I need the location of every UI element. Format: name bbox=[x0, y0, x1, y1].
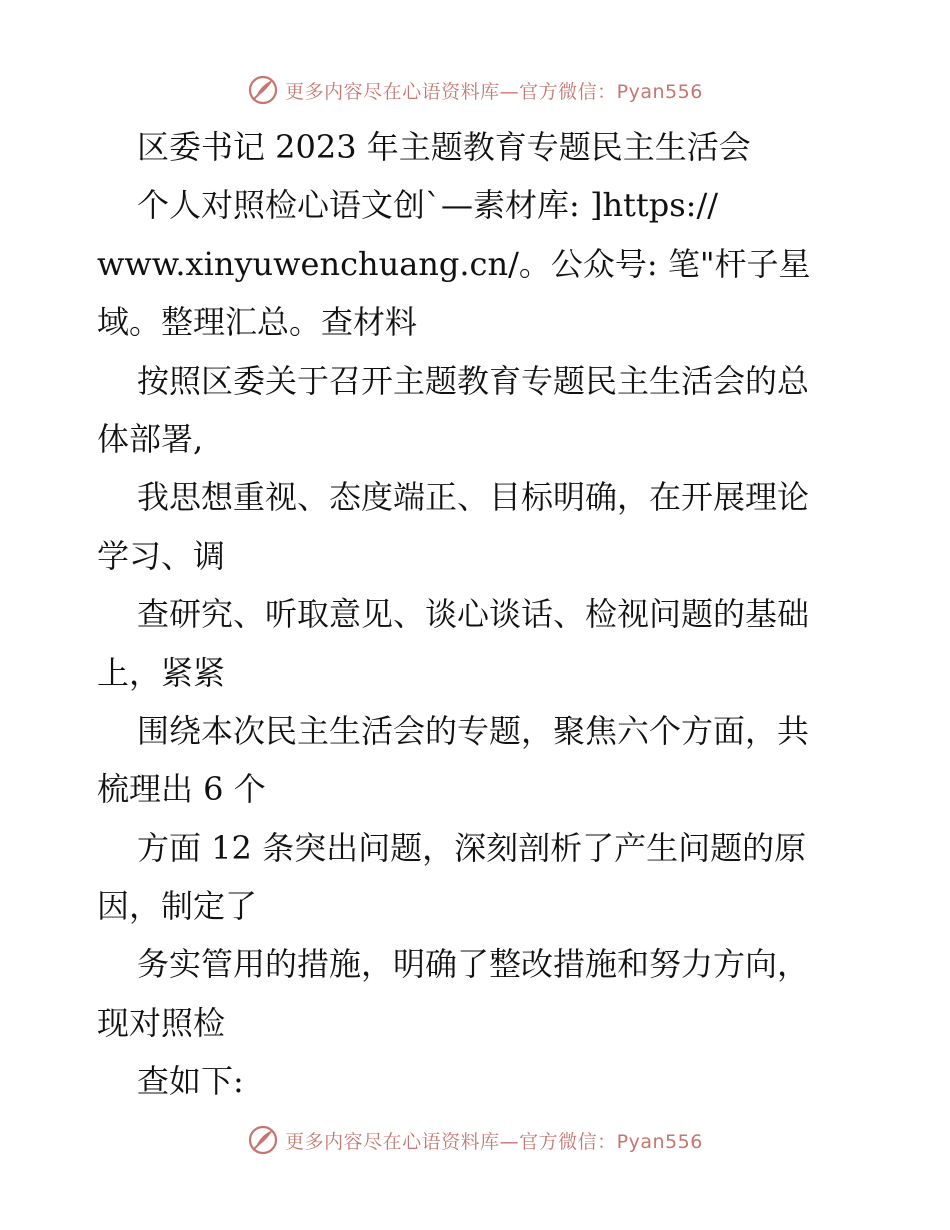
footer-watermark-text: 更多内容尽在心语资料库—官方微信：Pyan556 bbox=[285, 1130, 703, 1153]
document-line: 查研究、听取意见、谈心谈话、检视问题的基础 bbox=[137, 595, 810, 634]
footer-watermark-banner bbox=[0, 1120, 950, 1160]
document-line: 按照区委关于召开主题教育专题民主生活会的总 bbox=[137, 361, 810, 400]
document-line: 梳理出 6 个 bbox=[97, 770, 266, 809]
feather-pen-logo-icon bbox=[247, 1124, 279, 1156]
document-body bbox=[97, 118, 857, 1111]
document-line: 现对照检 bbox=[97, 1003, 226, 1042]
document-line: www.xinyuwenchuang.cn/。公众号: 笔"杆子星 bbox=[97, 244, 811, 283]
document-line: 方面 12 条突出问题，深刻剖析了产生问题的原 bbox=[137, 828, 807, 867]
document-line: 务实管用的措施，明确了整改措施和努力方向， bbox=[137, 945, 810, 984]
header-watermark-banner bbox=[0, 70, 950, 110]
document-line: 区委书记 2023 年主题教育专题民主生活会 bbox=[137, 128, 751, 166]
header-watermark-text: 更多内容尽在心语资料库—官方微信：Pyan556 bbox=[285, 80, 703, 103]
document-line: 个人对照检心语文创`—素材库: ]https:// bbox=[137, 186, 719, 225]
document-line: 围绕本次民主生活会的专题，聚焦六个方面，共 bbox=[137, 711, 810, 750]
document-line: 学习、调 bbox=[97, 536, 226, 575]
document-line: 上，紧紧 bbox=[97, 653, 226, 692]
document-line: 我思想重视、态度端正、目标明确，在开展理论 bbox=[137, 478, 810, 517]
document-line: 体部署, bbox=[97, 419, 204, 458]
document-line: 查如下: bbox=[137, 1062, 244, 1101]
document-line: 域。整理汇总。查材料 bbox=[97, 303, 418, 342]
feather-pen-logo-icon bbox=[247, 74, 279, 106]
document-line: 因，制定了 bbox=[97, 887, 258, 926]
